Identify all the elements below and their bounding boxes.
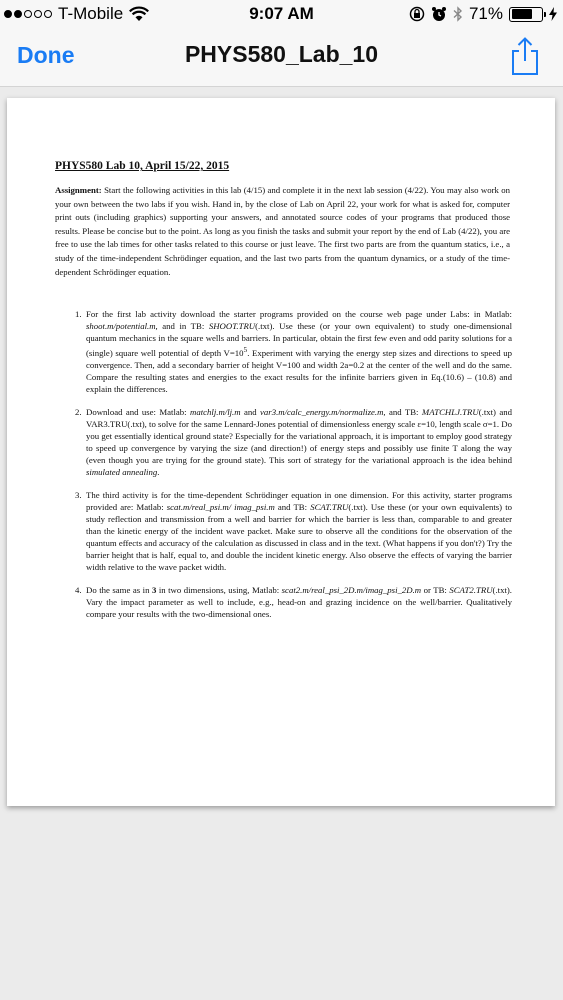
lab-heading: PHYS580 Lab 10, April 15/22, 2015 — [55, 160, 230, 172]
battery-icon — [509, 7, 543, 22]
share-icon[interactable] — [509, 36, 541, 76]
alarm-icon — [431, 6, 447, 22]
item-number: 2. — [75, 406, 82, 417]
nav-bar — [0, 30, 563, 87]
assignment-text: Start the following activities in this lab (4/15) and complete it in the next lab session (4/22). You may also work on your own between the two labs if you wish. Hand in, by the close of Lab on April 22, your work for what is asked for, computer print outs (including graphics) supporting your answers, and annotated source codes of your programs that produced those results. Please be concise but to the point. As long as you finish the tasks and submit your report by the end of Lab (4/22), you are free to use the lab times for other tasks related to this course or just leave. The first two parts are from the quantum statics, i.e., a study of the time-independent Schrödinger equation, and the last two parts from the quantum dynamics, or a study of the time-dependent Schrödinger equation. — [55, 185, 510, 277]
document-page[interactable] — [7, 98, 555, 806]
item-text: The third activity is for the time-dependent Schrödinger equation in one dimension. For this activity, starter programs provided are: Matlab: scat.m/real_psi.m/ imag_psi.m and TB: SCAT.TRU(.txt). Use these (or your own equivalents) to study reflection and transmission from a well and barrier for which the barrier is less than, comparable to and greater than the kinetic energy of the incident wave packet. Make sure to observe all the conditions for the observation of the quantum effects and accuracy of the calculation as discussed in class and in the text. (What happens if you don't?) Try the barrier height that is half, equal to, and double the incident kinetic energy. Also observe the effects of varying the barrier width relative to the wave packet width. — [86, 489, 512, 572]
assignment-label: Assignment: — [55, 185, 102, 195]
battery-fill — [512, 9, 533, 19]
item-text: For the first lab activity download the starter programs provided on the course web page under Labs: in Matlab: shoot.m/potential.m, and in TB: SHOOT.TRU(.txt). Use these (or your own equivalent) to study one-dimensional quantum mechanics in the square wells and barriers. In particular, obtain the first few even and odd parity solutions for a (single) square well potential of depth $V=10^5$. Experiment with varying the energy step sizes and directions to speed up convergence. Then, add a secondary barrier of height V=100 and width 2a=0.2 at the center of the well and do the same. Compare the resulting states and energies to the exact results for the infinite barriers given in Eq.(10.6) – (10.8) and explain the differences. — [86, 309, 512, 394]
document-title: PHYS580_Lab_10 — [184, 41, 379, 67]
battery-percentage: 71% — [468, 4, 503, 23]
status-right — [409, 4, 557, 24]
done-button[interactable]: Done — [17, 42, 75, 68]
orientation-lock-icon — [409, 6, 425, 22]
item-number: 4. — [75, 584, 82, 595]
item-text: Download and use: Matlab: matchlj.m/lj.m and var3.m/calc_energy.m/normalize.m, and TB: MATCHLJ.TRU(.txt) and VAR3.TRU(.txt), to solve for the same Lennard-Jones potential of dimensionless energy scale ε=10, length scale σ=1. Do you get essentially identical ground state? Especially for the variational approach, it is important to employ good strategy to speed up convergence by varying the size (and direction!) of energy steps and possibly use finite T along the way (even though you are trying for the ground state). This sort of strategy for the variational approach is the idea behind simulated annealing. — [86, 406, 513, 477]
list-item — [55, 584, 512, 620]
item-number: 3. — [75, 489, 82, 500]
status-bar — [0, 0, 563, 30]
assignment-paragraph — [55, 184, 510, 279]
charging-icon — [549, 7, 557, 21]
list-item — [55, 489, 512, 573]
list-item — [55, 406, 512, 478]
list-item — [55, 308, 512, 395]
activity-list — [55, 308, 512, 631]
item-number: 1. — [75, 309, 82, 319]
carrier-name: T-Mobile — [58, 4, 124, 23]
bluetooth-icon — [453, 6, 463, 22]
item-text: Do the same as in 3 in two dimensions, using, Matlab: scat2.m/real_psi_2D.m/imag_psi_2D.m or TB: SCAT2.TRU(.txt). Vary the impact parameter as well to include, e.g., head-on and grazing incidence on the well/barrier. Qualitatively compare your results with the two-dimensional ones. — [86, 584, 512, 619]
status-time: 9:07 AM — [249, 4, 314, 23]
